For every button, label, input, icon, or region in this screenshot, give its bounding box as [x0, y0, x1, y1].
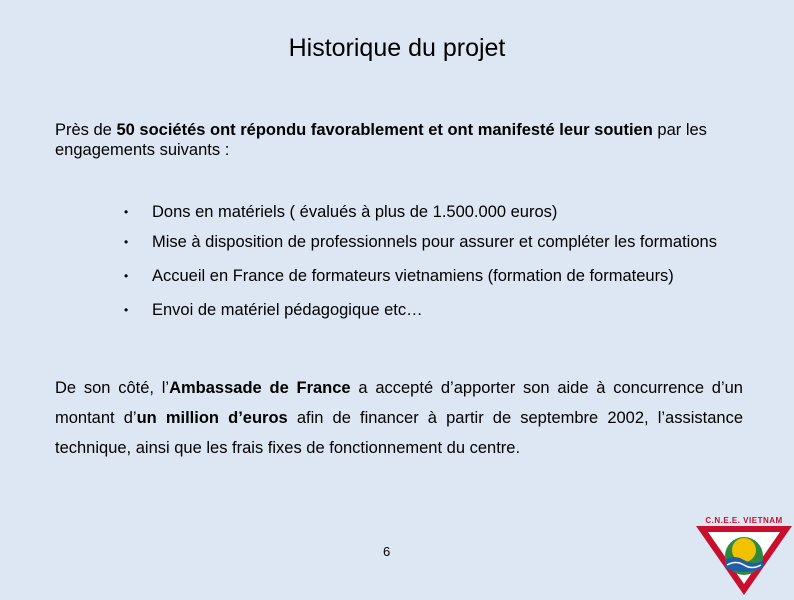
logo-emblem-icon	[694, 516, 794, 595]
page-number: 6	[383, 544, 391, 559]
para-bold-2: un million d’euros	[136, 409, 288, 427]
list-item: • Mise à disposition de professionnels pour assurer et compléter les formations	[124, 227, 744, 257]
commitments-list	[124, 197, 744, 325]
para-text-1: De son côté, l’	[55, 379, 170, 397]
slide-title: Historique du projet	[288, 34, 506, 62]
cnee-vietnam-logo	[694, 516, 794, 595]
para-text-2: a accepté d’apporter son aide à concurrence d’un montant d’	[55, 379, 743, 427]
intro-paragraph	[55, 120, 745, 160]
embassy-paragraph	[55, 373, 743, 463]
para-bold-1: Ambassade de France	[169, 379, 351, 397]
para-text-3: afin de financer à partir de septembre 2002, l’assistance technique, ainsi que les frais fixes de fonctionnement du centre.	[55, 409, 744, 457]
list-item: • Dons en matériels ( évalués à plus de 1.500.000 euros)	[124, 197, 744, 227]
list-item: • Accueil en France de formateurs vietnamiens (formation de formateurs)	[124, 261, 744, 291]
list-item: • Envoi de matériel pédagogique etc…	[124, 295, 744, 325]
logo-text: C.N.E.E. VIETNAM	[705, 516, 783, 525]
intro-text-1: Près de	[55, 121, 117, 139]
intro-text-2: par les engagements suivants :	[55, 121, 707, 159]
intro-bold-text: 50 sociétés ont répondu favorablement et ont manifesté leur soutien	[116, 121, 653, 139]
